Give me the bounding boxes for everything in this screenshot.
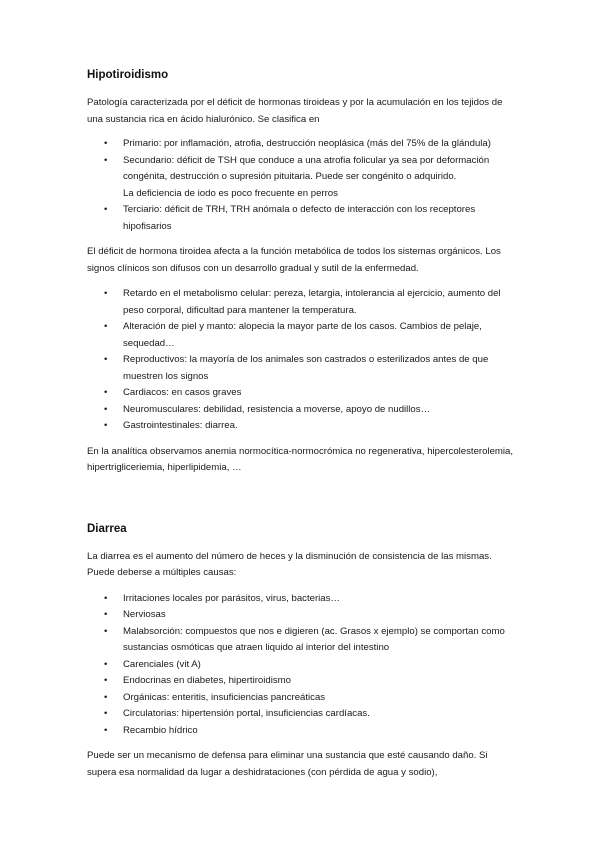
diarrea-paragraph-2: Puede ser un mecanismo de defensa para eliminar una sustancia que esté causando daño. Si supera esa normalidad da lugar a deshidrataciones (con pérdida de agua y sodio), [87,750,488,778]
bullet-icon: • [104,288,108,299]
list-item-text: Endocrinas en diabetes, hipertiroidismo [123,675,291,686]
bullet-icon: • [104,321,108,332]
list-item-text: Reproductivos: la mayoría de los animales son castrados o esterilizados antes de que muestren los signos [123,354,489,382]
list-item [87,591,519,608]
list-item-text: Carenciales (vit A) [123,658,201,670]
list-item-text: Neuromusculares: debilidad, resistencia a moverse, apoyo de nudillos… [123,403,431,415]
section-title-diarrea: Diarrea [87,522,127,535]
hipotiroidismo-paragraph-3: En la analítica observamos anemia normocítica-normocrómica no regenerativa, hipercolesterolemia, hipertrigliceriemia, hiperlipidemia, … [87,445,514,473]
hipotiroidismo-types-list [87,136,519,235]
list-item [87,673,519,690]
list-item-text: Secundario: déficit de TSH que conduce a una atrofia folicular ya sea por deformación congénita, destrucción o supresión pituitaria. Puede ser congénito o adquirido. [123,154,490,182]
list-item-text: Terciario: déficit de TRH, TRH anómala o defecto de interacción con los receptores hipofisarios [123,204,476,232]
hipotiroidismo-paragraph-2: El déficit de hormona tiroidea afecta a la función metabólica de todos los sistemas orgánicos. Los signos clínicos son difusos con un desarrollo gradual y sutil de la enfermedad. [87,246,501,274]
list-item-text: Retardo en el metabolismo celular: pereza, letargia, intolerancia al ejercicio, aumento del peso corporal, dificultad para mantener la temperatura. [123,288,501,316]
diarrea-intro: La diarrea es el aumento del número de heces y la disminución de consistencia de las mismas. Puede deberse a múltiples causas: [87,550,492,578]
list-item [87,319,519,352]
list-item-text: Cardiacos: en casos graves [123,387,242,398]
list-item-text: Primario: por inflamación, atrofia, destrucción neoplásica (más del 75% de la glándula) [123,138,491,149]
bullet-icon: • [104,625,108,637]
bullet-icon: • [104,691,108,703]
list-item-text: Circulatorias: hipertensión portal, insuficiencias cardíacas. [123,708,370,719]
list-item [87,352,519,385]
bullet-icon: • [104,420,108,431]
list-item [87,286,519,319]
bullet-icon: • [104,204,108,215]
list-item [87,723,519,740]
list-item [87,402,519,419]
bullet-icon: • [104,354,108,365]
list-item [87,657,519,674]
bullet-icon: • [104,675,108,686]
list-item [87,385,519,402]
list-item [87,153,519,203]
section-title-hipotiroidismo: Hipotiroidismo [87,69,169,81]
bullet-icon: • [104,658,108,670]
list-item [87,706,519,723]
hipotiroidismo-signs-list [87,286,519,435]
bullet-icon: • [104,724,108,736]
list-item-text: Malabsorción: compuestos que nos e digieren (ac. Grasos x ejemplo) se comportan como sustancias osmóticas que atraen liquido al interior del intestino [123,625,505,653]
bullet-icon: • [104,138,108,149]
bullet-icon: • [104,609,108,620]
list-item [87,418,519,435]
bullet-icon: • [104,403,108,415]
list-item-text: Orgánicas: enteritis, insuficiencias pancreáticas [123,691,326,703]
bullet-icon: • [104,387,108,398]
list-item [87,136,519,153]
list-item-text: Recambio hídrico [123,724,198,736]
list-item [87,202,519,235]
bullet-icon: • [104,154,108,166]
list-item [87,624,519,657]
list-item [87,690,519,707]
bullet-icon: • [104,592,108,604]
list-item-text: Irritaciones locales por parásitos, virus, bacterias… [123,592,341,604]
list-item-text: Gastrointestinales: diarrea. [123,420,238,431]
diarrea-causes-list [87,591,519,740]
bullet-icon: • [104,708,108,719]
list-item-text: Alteración de piel y manto: alopecia la mayor parte de los casos. Cambios de pelaje, sequedad… [123,321,482,349]
list-item-text: Nerviosas [123,609,166,620]
list-item-note: La deficiencia de iodo es poco frecuente en perros [123,187,338,199]
hipotiroidismo-intro: Patología caracterizada por el déficit de hormonas tiroideas y por la acumulación en los tejidos de una sustancia rica en ácido hialurónico. Se clasifica en [87,97,503,125]
list-item [87,607,519,624]
